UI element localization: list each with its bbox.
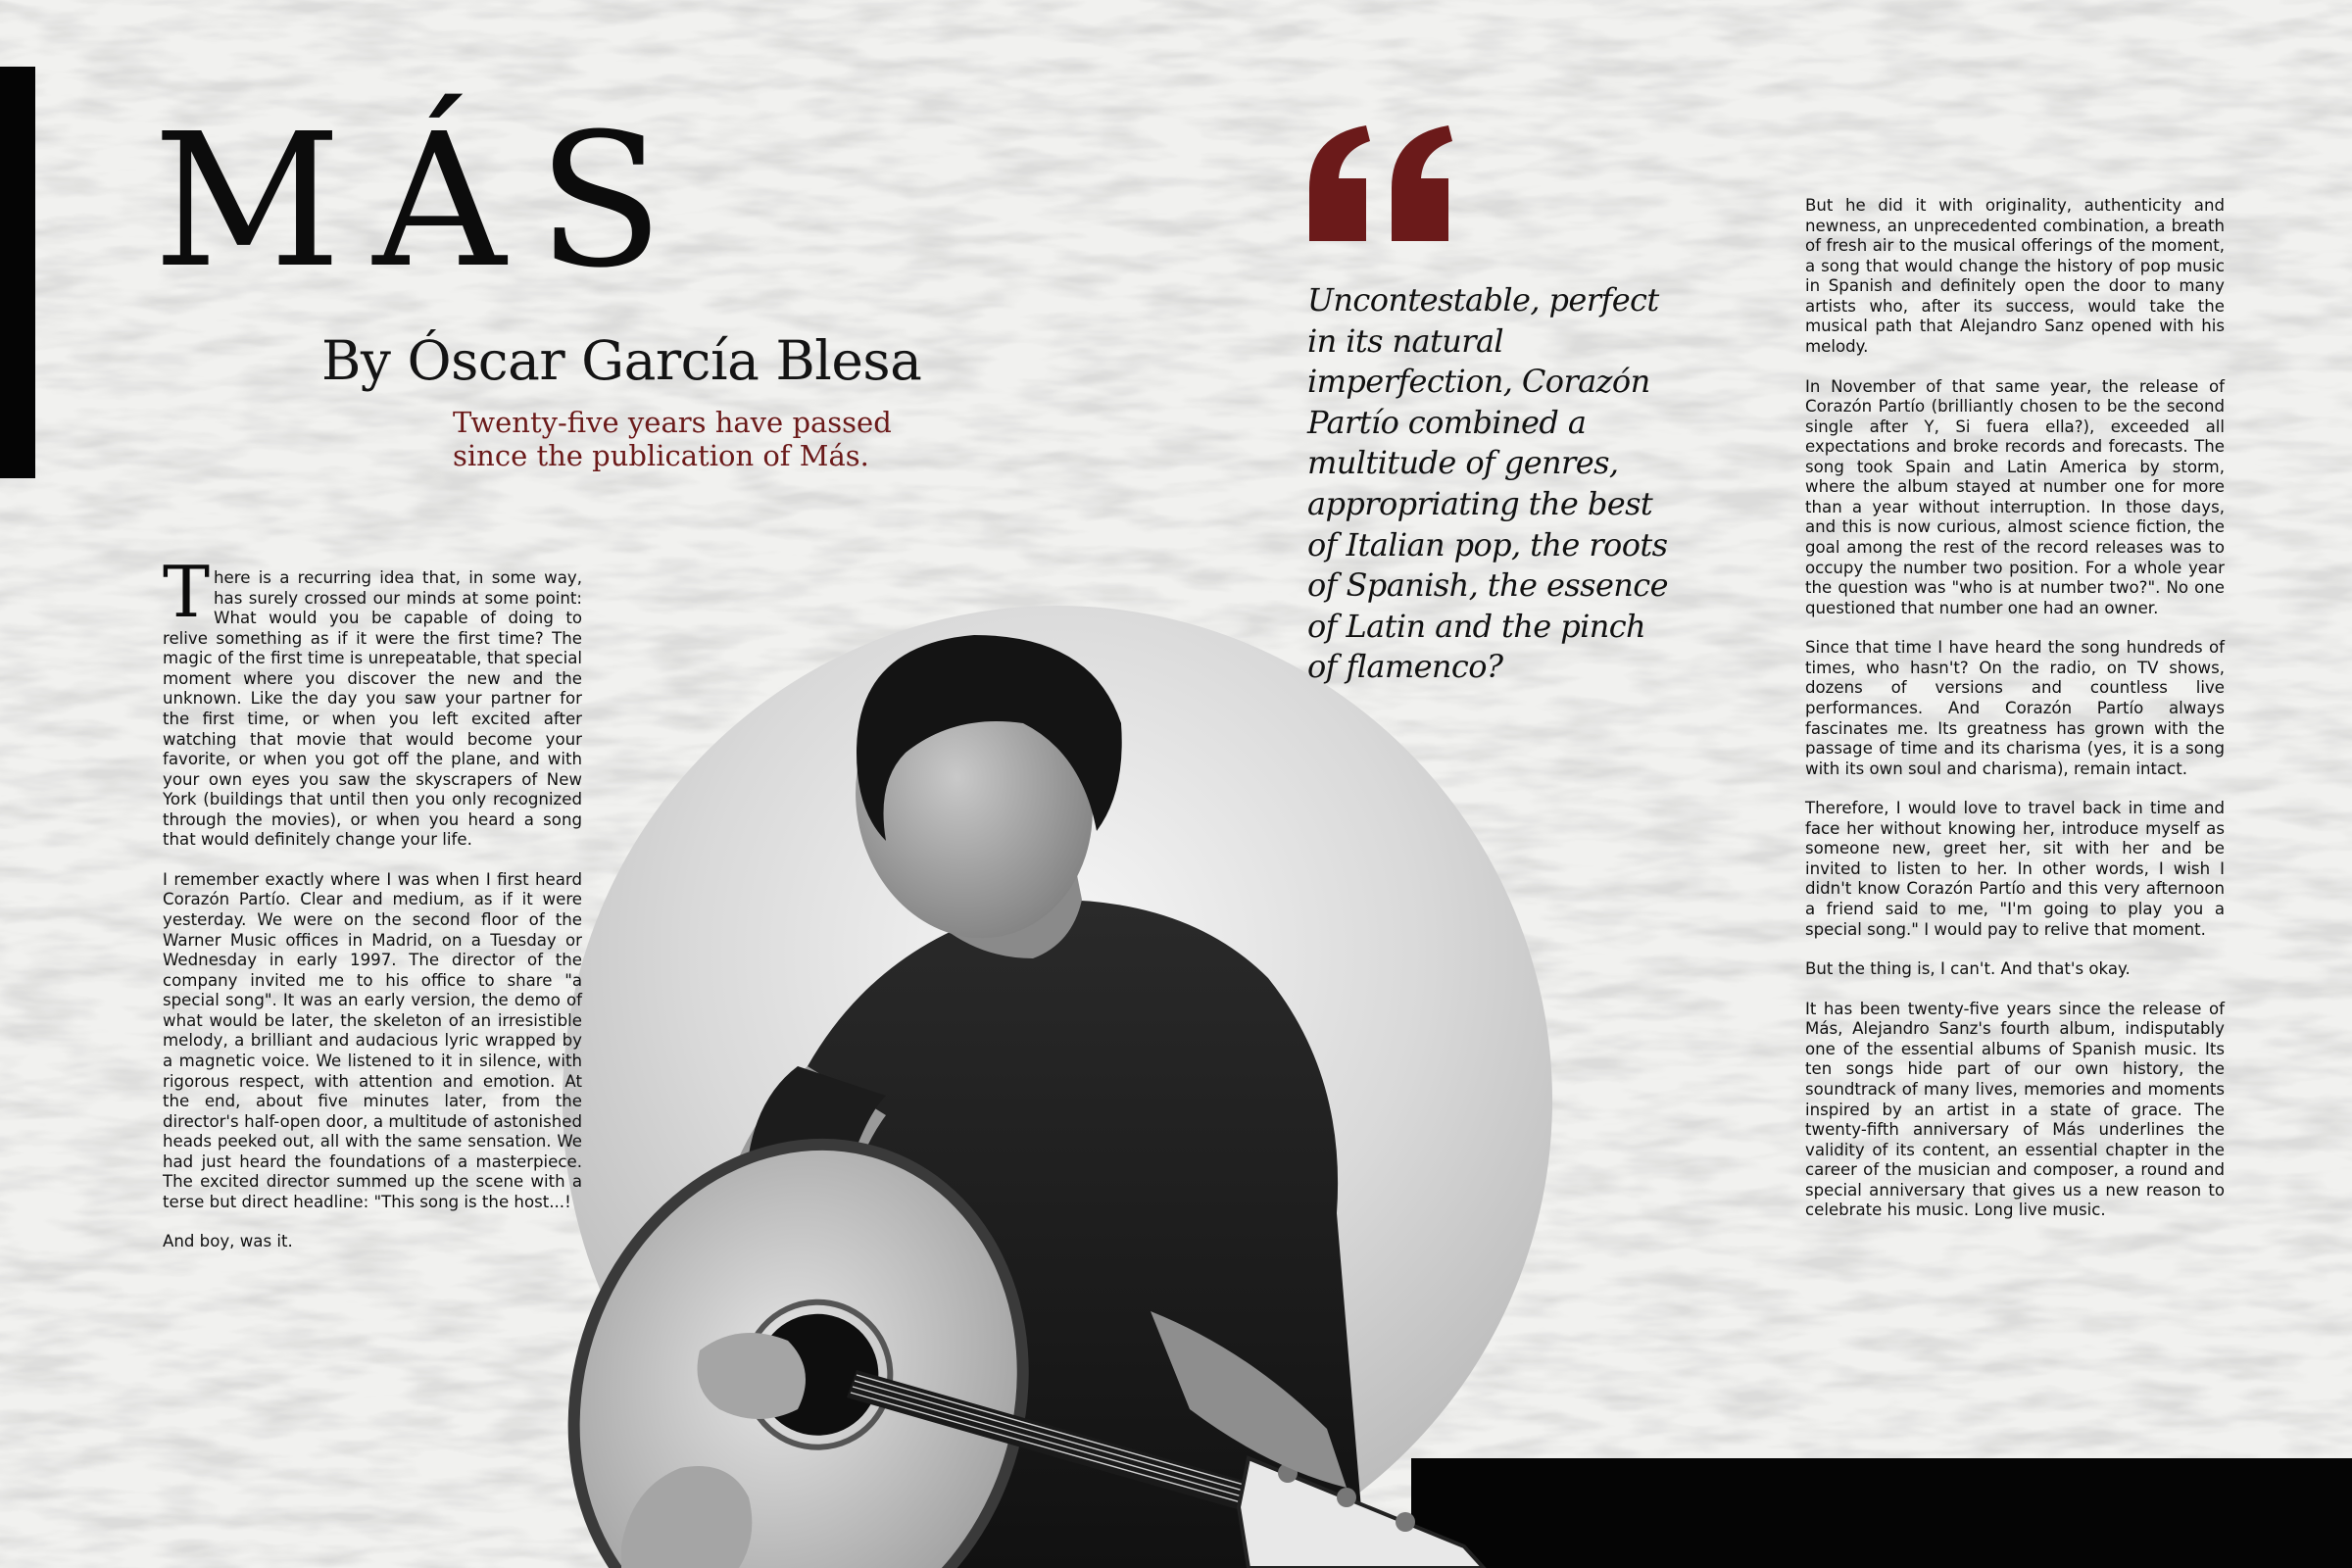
drop-cap: T bbox=[163, 551, 211, 633]
right-paragraph: In November of that same year, the release of Corazón Partío (brilliantly chosen to be the second single after Y, Si fuera ella?), exceeded all expectations and broke records and forecasts. The song took Spain and Latin America by storm, where the album stayed at number one for more than a year without interruption. In those days, and this is now curious, almost science fiction, the goal among the rest of the record releases was to occupy the number two position. For a whole year the question was "who is at number two?". No one questioned that number one had an owner. bbox=[1805, 376, 2225, 617]
bottom-right-bar bbox=[1411, 1458, 2352, 1568]
left-double-quote-icon bbox=[1305, 125, 1454, 241]
left-paragraph-text: here is a recurring idea that, in some way, has surely crossed our minds at some point: What would you be capable of doing to relive something as if it were the first time? The magic of the first time is unrepeatable, that special moment where you discover the new and the unknown. Like the day you saw your partner for the first time, or when you left excited after watching that movie that would become your favorite, or when you got off the plane, and with your own eyes you saw the skyscrapers of New York (buildings that until then you only recognized through the movies), or when you heard a song that would definitely change your life. bbox=[163, 568, 582, 850]
left-text-column bbox=[163, 551, 582, 1272]
right-paragraph: It has been twenty-five years since the release of Más, Alejandro Sanz's fourth album, indisputably one of the essential albums of Spanish music. Its ten songs hide part of our own history, the soundtrack of many lives, memories and moments inspired by an artist in a state of grace. The twenty-fifth anniversary of Más underlines the validity of its content, an essential chapter in the career of the musician and composer, a round and special anniversary that gives us a new reason to celebrate his music. Long live music. bbox=[1805, 999, 2225, 1220]
article-byline: By Óscar García Blesa bbox=[321, 329, 922, 392]
left-paragraph: I remember exactly where I was when I first heard Corazón Partío. Clear and medium, as if it were yesterday. We were on the second floor of the Warner Music offices in Madrid, on a Tuesday or Wednesday in early 1997. The director of the company invited me to his office to share "a special song". It was an early version, the demo of what would be later, the skeleton of an irresistible melody, a brilliant and audacious lyric wrapped by a magnetic voice. We listened to it in silence, with rigorous respect, with attention and emotion. At the end, about five minutes later, from the director's half-open door, a multitude of astonished heads peeked out, all with the same sensation. We had just heard the foundations of a masterpiece. The excited director summed up the scene with a terse but direct headline: "This song is the host...! bbox=[163, 869, 582, 1211]
article-title: MÁS bbox=[153, 94, 696, 309]
right-paragraph: But he did it with originality, authenticity and newness, an unprecedented combination, a breath of fresh air to the musical offerings of the moment, a song that would change the history of pop music in Spanish and definitely open the door to many artists who, after its success, would take the musical path that Alejandro Sanz opened with his melody. bbox=[1805, 196, 2225, 356]
pull-quote: Uncontestable, perfect in its natural imperfection, Corazón Partío combined a multitude of genres, appropriating the best of Italian pop, the roots of Spanish, the essence of Latin and the pinch of flamenco? bbox=[1307, 281, 1668, 686]
left-paragraph bbox=[163, 551, 582, 851]
article-subtitle: Twenty-five years have passed since the publication of Más. bbox=[453, 406, 892, 473]
guitarist-photo bbox=[563, 606, 1552, 1568]
right-paragraph: Since that time I have heard the song hundreds of times, who hasn't? On the radio, on TV shows, dozens of versions and countless live performances. And Corazón Partío always fascinates me. Its greatness has grown with the passage of time and its charisma (yes, it is a song with its own soul and charisma), remain intact. bbox=[1805, 638, 2225, 778]
right-paragraph: But the thing is, I can't. And that's okay. bbox=[1805, 959, 2131, 979]
right-text-column bbox=[1805, 196, 2225, 1241]
left-edge-bar bbox=[0, 67, 35, 478]
left-paragraph: And boy, was it. bbox=[163, 1232, 293, 1251]
right-paragraph: Therefore, I would love to travel back in time and face her without knowing her, introduce myself as someone new, greet her, sit with her and be invited to listen to her. In other words, I wish I didn't know Corazón Partío and this very afternoon a friend said to me, "I'm going to play you a special song." I would pay to relive that moment. bbox=[1805, 799, 2225, 939]
